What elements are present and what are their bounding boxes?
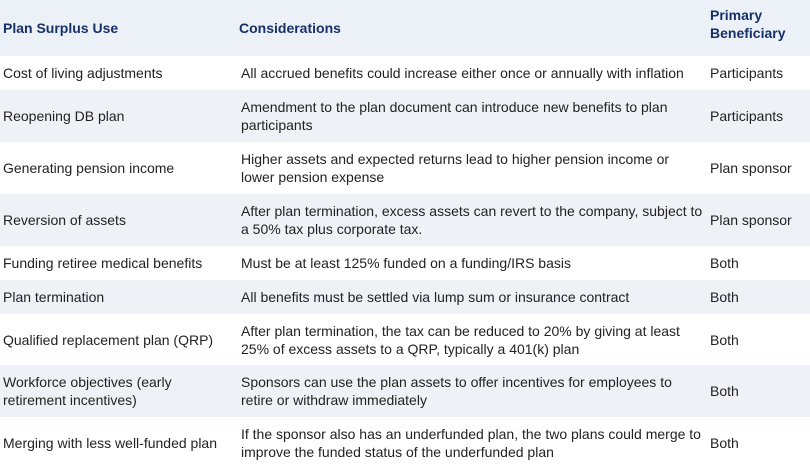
cell-beneficiary: Both [705,417,810,468]
cell-considerations: All accrued benefits could increase either once or annually with inflation [236,56,705,90]
cell-use: Qualified replacement plan (QRP) [0,314,236,365]
cell-considerations: Sponsors can use the plan assets to offer incentives for employees to retire or withdraw immediately [236,365,705,417]
cell-beneficiary: Plan sponsor [705,142,810,194]
header-considerations: Considerations [236,0,705,56]
table-row [0,314,810,365]
cell-beneficiary: Plan sponsor [705,194,810,246]
cell-considerations: Amendment to the plan document can introduce new benefits to plan participants [236,90,705,142]
table-row [0,56,810,90]
cell-beneficiary: Both [705,280,810,314]
cell-use: Funding retiree medical benefits [0,246,236,280]
cell-use: Cost of living adjustments [0,56,236,90]
cell-use: Generating pension income [0,142,236,194]
table-row [0,417,810,468]
table-row [0,365,810,417]
header-primary-beneficiary: Primary Beneficiary [705,0,810,56]
cell-beneficiary: Both [705,314,810,365]
table-row [0,194,810,246]
cell-considerations: Higher assets and expected returns lead to higher pension income or lower pension expense [236,142,705,194]
table-row [0,90,810,142]
cell-beneficiary: Both [705,246,810,280]
cell-considerations: If the sponsor also has an underfunded plan, the two plans could merge to improve the funded status of the underfunded plan [236,417,705,468]
cell-considerations: Must be at least 125% funded on a funding/IRS basis [236,246,705,280]
header-row [0,0,810,56]
table-row [0,280,810,314]
cell-use: Workforce objectives (early retirement incentives) [0,365,236,417]
cell-use: Merging with less well-funded plan [0,417,236,468]
cell-beneficiary: Both [705,365,810,417]
cell-use: Reopening DB plan [0,90,236,142]
header-plan-surplus-use: Plan Surplus Use [0,0,236,56]
cell-beneficiary: Participants [705,90,810,142]
cell-considerations: After plan termination, excess assets can revert to the company, subject to a 50% tax plus corporate tax. [236,194,705,246]
table-row [0,246,810,280]
cell-considerations: After plan termination, the tax can be reduced to 20% by giving at least 25% of excess assets to a QRP, typically a 401(k) plan [236,314,705,365]
cell-beneficiary: Participants [705,56,810,90]
cell-considerations: All benefits must be settled via lump sum or insurance contract [236,280,705,314]
table-row [0,142,810,194]
cell-use: Plan termination [0,280,236,314]
cell-use: Reversion of assets [0,194,236,246]
